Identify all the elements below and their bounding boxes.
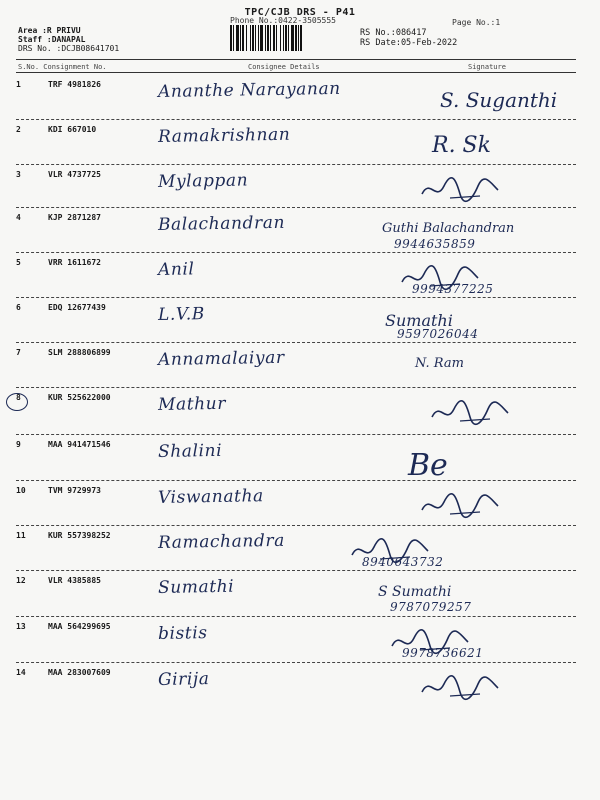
contact-phone: 8940643732	[362, 555, 444, 569]
consignment-number: KDI 667010	[48, 125, 97, 134]
column-header-details: Consignee Details	[248, 63, 320, 71]
consignee-name: Mylappan	[157, 170, 249, 192]
consignment-number: KUR 525622000	[48, 393, 111, 402]
row-number: 3	[16, 170, 21, 179]
row-divider	[16, 164, 576, 165]
row-divider	[16, 252, 576, 253]
row-divider	[16, 662, 576, 663]
row-divider	[16, 207, 576, 208]
consignee-name: Ramachandra	[157, 530, 286, 553]
consignee-name: Ananthe Narayanan	[157, 78, 341, 102]
consignee-name: Anil	[157, 259, 195, 280]
row-number: 12	[16, 576, 26, 585]
consignment-number: VLR 4385885	[48, 576, 101, 585]
signature: Sumathi	[385, 311, 453, 330]
consignment-number: MAA 564299695	[48, 622, 111, 631]
row-divider	[16, 342, 576, 343]
contact-phone: 9787079257	[390, 600, 472, 614]
consignment-number: VLR 4737725	[48, 170, 101, 179]
row-divider	[16, 434, 576, 435]
row-number: 9	[16, 440, 21, 449]
consignment-number: SLM 288806899	[48, 348, 111, 357]
phone-number: Phone No.:0422-3505555	[230, 16, 336, 25]
signature: R. Sk	[432, 133, 491, 158]
signature-scribble	[430, 399, 520, 427]
column-header-signature: Signature	[468, 63, 506, 71]
signature: S Sumathi	[378, 584, 452, 600]
signature: Be	[408, 448, 448, 483]
header-rule	[16, 59, 576, 60]
signature: Guthi Balachandran	[382, 221, 515, 236]
rs-number: RS No.:086417	[360, 28, 427, 38]
signature-scribble	[420, 674, 510, 702]
row-number: 7	[16, 348, 21, 357]
signature-scribble	[420, 176, 510, 204]
barcode	[228, 25, 348, 55]
row-number: 11	[16, 531, 26, 540]
consignee-name: Mathur	[157, 393, 227, 415]
row-number: 5	[16, 258, 21, 267]
consignment-number: KUR 557398252	[48, 531, 111, 540]
drs-number: DRS No. :DCJB08641701	[18, 44, 120, 53]
column-header-rule	[16, 72, 576, 73]
row-number: 1	[16, 80, 21, 89]
consignee-name: L.V.B	[157, 304, 206, 325]
consignment-number: VRR 1611672	[48, 258, 101, 267]
contact-phone: 9597026044	[397, 327, 479, 341]
row-number: 6	[16, 303, 21, 312]
signature: N. Ram	[415, 356, 464, 371]
row-number: 8	[16, 393, 21, 402]
row-divider	[16, 616, 576, 617]
signature: S. Suganthi	[440, 88, 558, 112]
consignment-number: MAA 941471546	[48, 440, 111, 449]
row-number: 4	[16, 213, 21, 222]
consignee-name: Shalini	[157, 440, 223, 462]
consignment-number: EDQ 12677439	[48, 303, 106, 312]
row-number: 2	[16, 125, 21, 134]
consignee-name: Balachandran	[157, 212, 286, 235]
consignee-name: Sumathi	[157, 576, 235, 598]
signature-scribble	[420, 492, 510, 520]
rs-date: RS Date:05-Feb-2022	[360, 38, 458, 48]
row-divider	[16, 525, 576, 526]
row-number: 13	[16, 622, 26, 631]
consignment-number: TRF 4981826	[48, 80, 101, 89]
row-divider	[16, 480, 576, 481]
consignment-number: TVM 9729973	[48, 486, 101, 495]
row-number: 14	[16, 668, 26, 677]
row-divider	[16, 119, 576, 120]
page-number: Page No.:1	[452, 18, 501, 27]
contact-phone: 9978736621	[402, 646, 484, 660]
row-number: 10	[16, 486, 26, 495]
row-divider	[16, 570, 576, 571]
consignee-name: Annamalaiyar	[157, 347, 285, 370]
contact-phone: 9994377225	[412, 282, 494, 296]
consignment-number: KJP 2871287	[48, 213, 101, 222]
area-label: Area :R PRIVU	[18, 26, 81, 35]
consignee-name: Girija	[157, 669, 210, 690]
consignee-name: Viswanatha	[157, 486, 264, 508]
row-divider	[16, 387, 576, 388]
column-header-consignment: S.No. Consignment No.	[18, 63, 107, 71]
row-divider	[16, 297, 576, 298]
contact-phone: 9944635859	[394, 237, 476, 251]
document-title: TPC/CJB DRS - P41	[244, 7, 356, 18]
consignee-name: bistis	[157, 623, 208, 644]
consignment-number: MAA 283007609	[48, 668, 111, 677]
staff-label: Staff :DANAPAL	[18, 35, 86, 44]
consignee-name: Ramakrishnan	[157, 124, 291, 147]
